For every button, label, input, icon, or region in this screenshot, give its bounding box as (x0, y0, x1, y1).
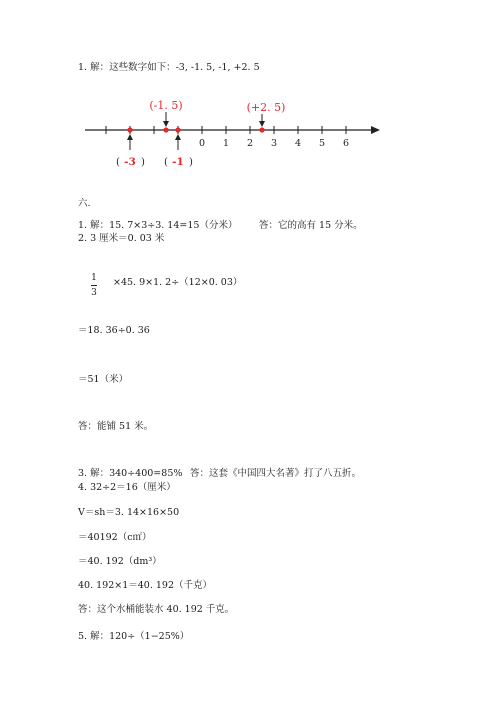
label-minus-1-open: ( (164, 157, 168, 168)
q1-answer: 答：它的高有 15 分米。 (259, 220, 363, 231)
volume-step-2: ＝40192（c㎡） (78, 532, 152, 543)
label-minus-1-close: ) (189, 157, 193, 168)
point-minus-1-5 (163, 127, 168, 132)
fraction-numerator: 1 (91, 273, 97, 283)
q2-answer: 答：能铺 51 米。 (78, 421, 154, 432)
q1-line: 1. 解：这些数字如下：-3, -1. 5, -1, +2. 5 (78, 62, 260, 73)
fraction-denominator: 3 (91, 288, 97, 298)
q5-line: 5. 解：120÷（1−25%） (78, 631, 190, 642)
q3-solution: 3. 解：340÷400=85% (78, 468, 183, 479)
q1-solution: 1. 解：15. 7×3÷3. 14=15（分米） (78, 220, 238, 231)
volume-step-1: V＝sh＝3. 14×16×50 (78, 507, 180, 518)
label-minus-3-close: ) (141, 157, 145, 168)
label-minus-3: -3 (124, 156, 136, 168)
point-minus-1 (175, 127, 180, 132)
label-minus-1: -1 (172, 156, 184, 168)
tick-label-5: 5 (318, 138, 326, 149)
tick-label-6: 6 (342, 138, 350, 149)
point-minus-3 (127, 127, 132, 132)
q4-line: 4. 32÷2＝16（厘米） (78, 482, 176, 493)
tick-label-3: 3 (270, 138, 278, 149)
point-plus-2-5 (259, 127, 264, 132)
mass-step: 40. 192×1＝40. 192（千克） (78, 580, 213, 591)
tick-label-4: 4 (294, 138, 302, 149)
number-line-arrow (371, 126, 380, 134)
q2-line: 2. 3 厘米＝0. 03 米 (78, 233, 165, 244)
fraction-one-third (89, 273, 99, 298)
label-minus-1-5: (-1. 5) (149, 99, 183, 112)
expr-step-1: ×45. 9×1. 2÷（12×0. 03） (113, 277, 243, 288)
label-minus-3-open: ( (116, 157, 120, 168)
number-line (0, 90, 500, 170)
label-plus-2-5: (+2. 5) (246, 101, 286, 114)
q3-answer: 答：这套《中国四大名著》打了八五折。 (190, 468, 362, 479)
q4-answer: 答：这个水桶能装水 40. 192 千克。 (78, 604, 235, 615)
tick-label-2: 2 (246, 138, 254, 149)
expr-step-2: ＝18. 36÷0. 36 (78, 325, 150, 336)
tick-label-0: 0 (198, 138, 206, 149)
tick-label-1: 1 (222, 138, 230, 149)
section-heading: 六. (78, 198, 91, 209)
expr-step-3: ＝51（米） (78, 374, 129, 385)
volume-step-3: ＝40. 192（dm³） (78, 556, 162, 567)
